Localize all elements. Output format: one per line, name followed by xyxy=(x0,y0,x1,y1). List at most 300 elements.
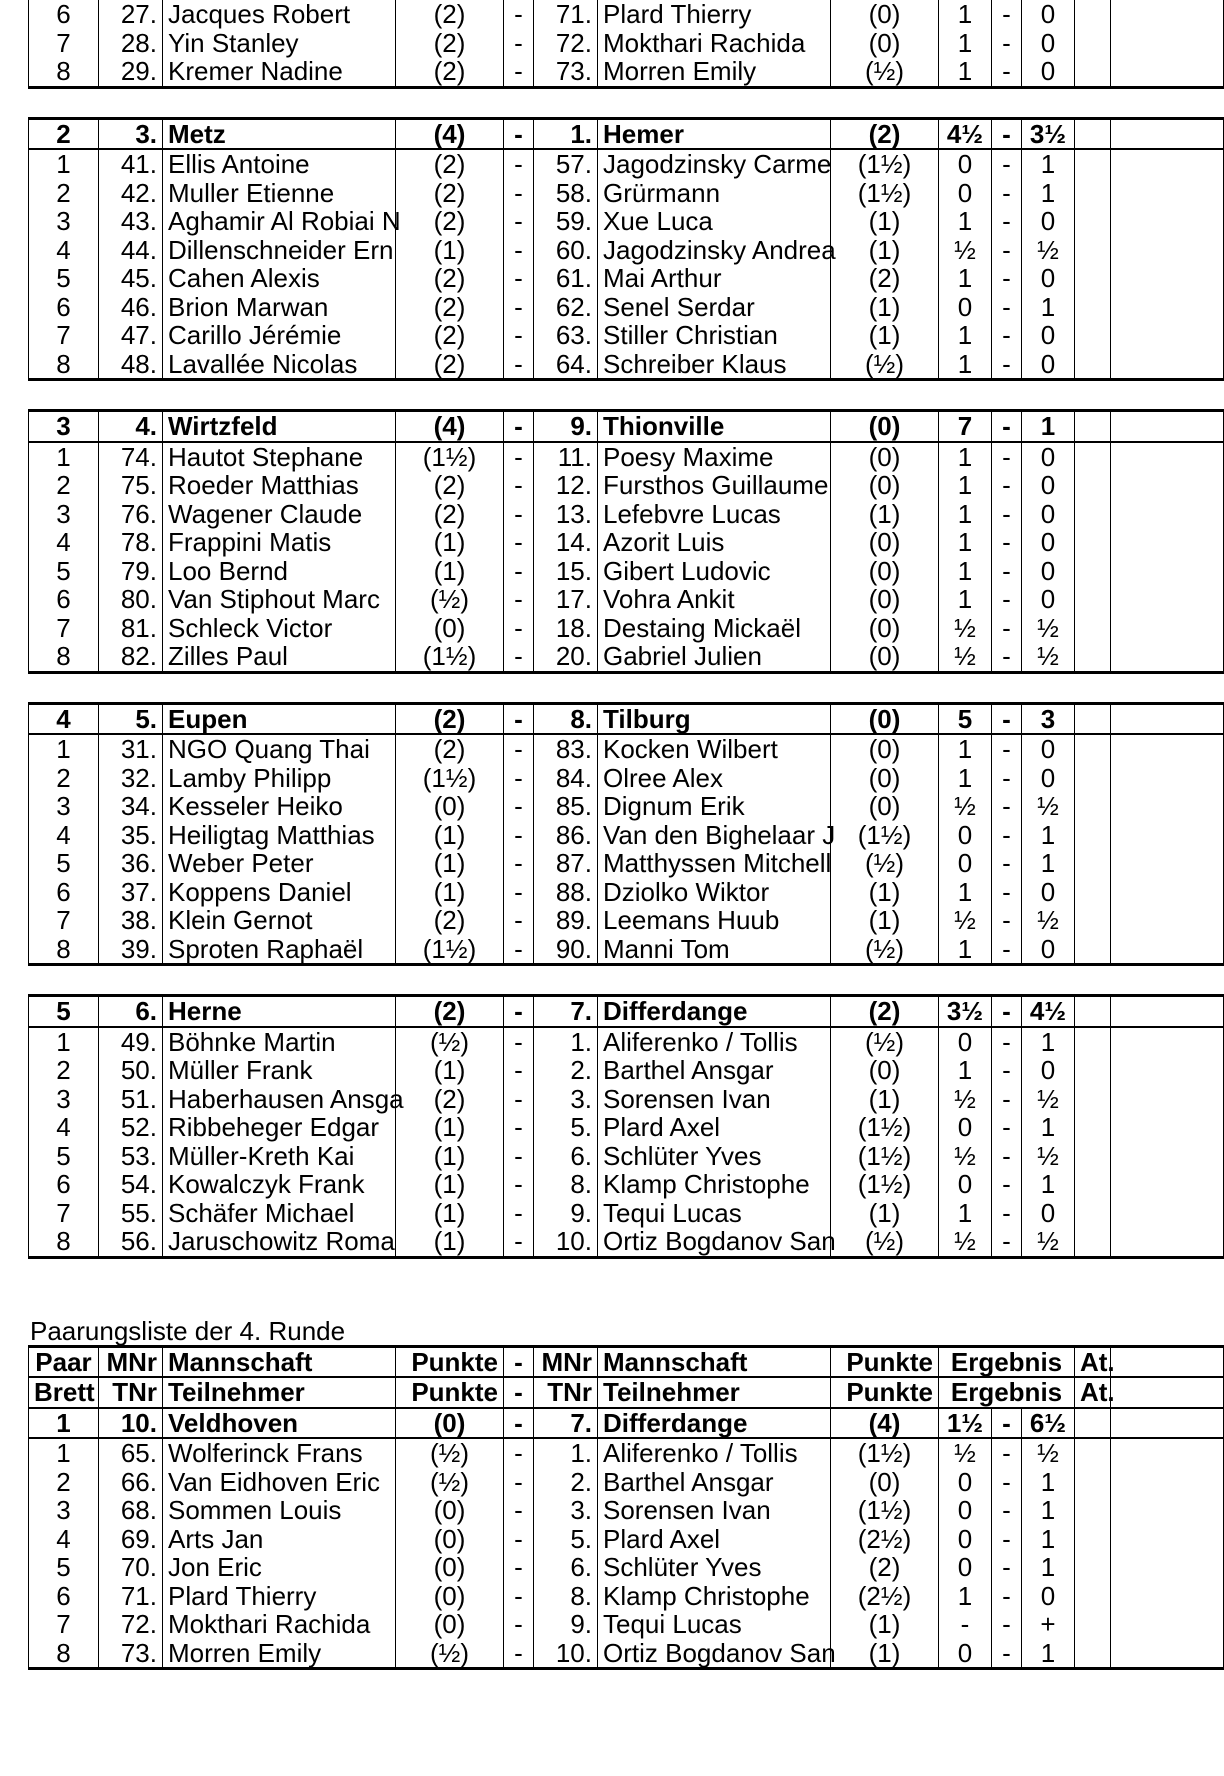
board-row xyxy=(29,764,1224,793)
result-away: 0 xyxy=(1022,764,1075,793)
player-name-home: Müller-Kreth Kai xyxy=(163,1142,396,1171)
spacer xyxy=(0,966,1200,994)
spare-cell xyxy=(1111,614,1224,643)
player-number-away: 87. xyxy=(534,849,598,878)
result-home: 3½ xyxy=(939,996,992,1027)
board-number: 4 xyxy=(29,236,99,265)
separator-dash: - xyxy=(504,1639,534,1669)
pair-number: 4 xyxy=(29,703,99,734)
player-number-away: 3. xyxy=(534,1496,598,1525)
board-row xyxy=(29,29,1224,58)
result-home: 1 xyxy=(939,764,992,793)
player-points-home: (1½) xyxy=(396,935,504,965)
match-header-row xyxy=(29,996,1224,1027)
player-number-home: 50. xyxy=(99,1056,163,1085)
result-away: 1 xyxy=(1022,849,1075,878)
spare-cell xyxy=(1111,1496,1224,1525)
separator-dash: - xyxy=(504,1582,534,1611)
result-dash: - xyxy=(992,149,1022,179)
separator-dash: - xyxy=(504,411,534,442)
board-row xyxy=(29,293,1224,322)
separator-dash: - xyxy=(504,878,534,907)
result-home: 1 xyxy=(939,734,992,764)
player-name-home: Kesseler Heiko xyxy=(163,792,396,821)
col-at: At. xyxy=(1075,1346,1111,1377)
spare-cell xyxy=(1111,1438,1224,1468)
player-points-away: (1) xyxy=(831,1085,939,1114)
spare-cell xyxy=(1111,1113,1224,1142)
player-points-home: (2) xyxy=(396,500,504,529)
player-points-away: (1) xyxy=(831,293,939,322)
separator-dash: - xyxy=(504,500,534,529)
result-dash: - xyxy=(992,179,1022,208)
player-number-home: 80. xyxy=(99,585,163,614)
separator-dash: - xyxy=(504,1496,534,1525)
board-row xyxy=(29,1639,1224,1669)
at-cell xyxy=(1075,1610,1111,1639)
result-dash: - xyxy=(992,1553,1022,1582)
separator-dash: - xyxy=(504,1199,534,1228)
result-home: 1 xyxy=(939,471,992,500)
result-dash: - xyxy=(992,264,1022,293)
result-home: 0 xyxy=(939,293,992,322)
team-name-away: Tilburg xyxy=(598,703,831,734)
player-points-home: (1) xyxy=(396,1170,504,1199)
col-points-home: Punkte xyxy=(396,1346,504,1377)
player-name-home: Mokthari Rachida xyxy=(163,1610,396,1639)
player-name-home: Lavallée Nicolas xyxy=(163,350,396,380)
player-number-away: 12. xyxy=(534,471,598,500)
result-away: 0 xyxy=(1022,935,1075,965)
team-name-away: Differdange xyxy=(598,996,831,1027)
player-number-away: 64. xyxy=(534,350,598,380)
result-away: 0 xyxy=(1022,557,1075,586)
separator-dash: - xyxy=(504,207,534,236)
result-dash: - xyxy=(992,557,1022,586)
player-name-home: Frappini Matis xyxy=(163,528,396,557)
player-name-away: Aliferenko / Tollis xyxy=(598,1027,831,1057)
player-number-away: 58. xyxy=(534,179,598,208)
player-points-away: (½) xyxy=(831,1027,939,1057)
board-row xyxy=(29,1525,1224,1554)
result-dash: - xyxy=(992,1610,1022,1639)
spare-cell xyxy=(1111,1408,1224,1439)
player-points-home: (½) xyxy=(396,1639,504,1669)
board-number: 5 xyxy=(29,557,99,586)
spare-cell xyxy=(1111,1639,1224,1669)
result-dash: - xyxy=(992,0,1022,29)
column-header-row xyxy=(29,1377,1224,1408)
result-dash: - xyxy=(992,1525,1022,1554)
at-cell xyxy=(1075,236,1111,265)
result-dash: - xyxy=(992,1199,1022,1228)
player-number-away: 1. xyxy=(534,1438,598,1468)
player-points-home: (2) xyxy=(396,264,504,293)
separator-dash: - xyxy=(504,935,534,965)
spare-cell xyxy=(1111,293,1224,322)
player-number-away: 10. xyxy=(534,1639,598,1669)
player-points-home: (1) xyxy=(396,878,504,907)
player-points-home: (1) xyxy=(396,849,504,878)
player-number-home: 74. xyxy=(99,442,163,472)
separator-dash: - xyxy=(504,585,534,614)
separator-dash: - xyxy=(504,557,534,586)
separator-dash: - xyxy=(504,1408,534,1439)
at-cell xyxy=(1075,996,1111,1027)
board-number: 5 xyxy=(29,1553,99,1582)
result-home: 0 xyxy=(939,1496,992,1525)
at-cell xyxy=(1075,849,1111,878)
player-points-home: (1½) xyxy=(396,642,504,672)
player-number-away: 1. xyxy=(534,1027,598,1057)
board-number: 2 xyxy=(29,1468,99,1497)
result-home: ½ xyxy=(939,1438,992,1468)
result-away: ½ xyxy=(1022,614,1075,643)
result-home: 0 xyxy=(939,1639,992,1669)
player-name-away: Mai Arthur xyxy=(598,264,831,293)
player-name-away: Stiller Christian xyxy=(598,321,831,350)
player-number-home: 54. xyxy=(99,1170,163,1199)
result-home: 0 xyxy=(939,179,992,208)
at-cell xyxy=(1075,149,1111,179)
player-points-away: (1½) xyxy=(831,1438,939,1468)
result-home: ½ xyxy=(939,1085,992,1114)
spare-cell xyxy=(1111,878,1224,907)
separator-dash: - xyxy=(504,236,534,265)
spare-cell xyxy=(1111,849,1224,878)
board-row xyxy=(29,734,1224,764)
player-number-home: 66. xyxy=(99,1468,163,1497)
board-number: 4 xyxy=(29,1113,99,1142)
player-number-home: 28. xyxy=(99,29,163,58)
player-name-away: Aliferenko / Tollis xyxy=(598,1438,831,1468)
board-number: 5 xyxy=(29,264,99,293)
spare-cell xyxy=(1111,471,1224,500)
col-name-away: Mannschaft xyxy=(598,1346,831,1377)
player-number-away: 60. xyxy=(534,236,598,265)
player-points-away: (1½) xyxy=(831,1496,939,1525)
col-points-away: Punkte xyxy=(831,1346,939,1377)
team-points-home: (4) xyxy=(396,118,504,149)
player-name-home: Muller Etienne xyxy=(163,179,396,208)
at-cell xyxy=(1075,1438,1111,1468)
result-away: 0 xyxy=(1022,528,1075,557)
board-row xyxy=(29,642,1224,672)
at-cell xyxy=(1075,29,1111,58)
result-dash: - xyxy=(992,411,1022,442)
result-away: 1 xyxy=(1022,1496,1075,1525)
result-dash: - xyxy=(992,1085,1022,1114)
board-row xyxy=(29,1199,1224,1228)
board-row xyxy=(29,528,1224,557)
result-dash: - xyxy=(992,118,1022,149)
player-name-away: Olree Alex xyxy=(598,764,831,793)
result-away: 0 xyxy=(1022,264,1075,293)
player-name-home: Cahen Alexis xyxy=(163,264,396,293)
player-points-home: (1) xyxy=(396,1142,504,1171)
player-name-away: Schlüter Yves xyxy=(598,1142,831,1171)
player-name-home: Hautot Stephane xyxy=(163,442,396,472)
at-cell xyxy=(1075,321,1111,350)
board-number: 3 xyxy=(29,207,99,236)
team-number-away: 7. xyxy=(534,996,598,1027)
result-dash: - xyxy=(992,1142,1022,1171)
result-home: 1 xyxy=(939,500,992,529)
separator-dash: - xyxy=(504,0,534,29)
player-points-away: (0) xyxy=(831,764,939,793)
board-row xyxy=(29,1142,1224,1171)
spare-cell xyxy=(1111,1085,1224,1114)
result-dash: - xyxy=(992,321,1022,350)
spare-cell xyxy=(1111,442,1224,472)
player-number-home: 56. xyxy=(99,1227,163,1257)
board-number: 6 xyxy=(29,585,99,614)
board-row xyxy=(29,236,1224,265)
player-points-home: (0) xyxy=(396,1525,504,1554)
board-row xyxy=(29,442,1224,472)
player-name-away: Morren Emily xyxy=(598,57,831,87)
separator-dash: - xyxy=(504,1142,534,1171)
player-points-home: (0) xyxy=(396,1582,504,1611)
board-number: 3 xyxy=(29,500,99,529)
player-name-home: Lamby Philipp xyxy=(163,764,396,793)
player-number-home: 36. xyxy=(99,849,163,878)
spare-cell xyxy=(1111,1227,1224,1257)
player-points-away: (½) xyxy=(831,849,939,878)
result-home: 1 xyxy=(939,29,992,58)
board-row xyxy=(29,821,1224,850)
player-name-home: Brion Marwan xyxy=(163,293,396,322)
board-row xyxy=(29,179,1224,208)
player-name-away: Gabriel Julien xyxy=(598,642,831,672)
at-cell xyxy=(1075,764,1111,793)
player-name-away: Tequi Lucas xyxy=(598,1610,831,1639)
at-cell xyxy=(1075,179,1111,208)
result-away: 1 xyxy=(1022,1027,1075,1057)
result-dash: - xyxy=(992,792,1022,821)
result-dash: - xyxy=(992,1496,1022,1525)
result-dash: - xyxy=(992,935,1022,965)
player-number-away: 8. xyxy=(534,1582,598,1611)
player-points-away: (0) xyxy=(831,442,939,472)
board-number: 2 xyxy=(29,1056,99,1085)
player-name-away: Destaing Mickaël xyxy=(598,614,831,643)
player-points-home: (½) xyxy=(396,1027,504,1057)
board-row xyxy=(29,849,1224,878)
separator-dash: - xyxy=(504,703,534,734)
col-at: At. xyxy=(1075,1377,1111,1408)
at-cell xyxy=(1075,703,1111,734)
col-number-home: MNr xyxy=(99,1346,163,1377)
board-number: 8 xyxy=(29,1227,99,1257)
result-dash: - xyxy=(992,878,1022,907)
at-cell xyxy=(1075,1085,1111,1114)
player-points-away: (1) xyxy=(831,1199,939,1228)
player-name-home: Jacques Robert xyxy=(163,0,396,29)
team-name-away: Differdange xyxy=(598,1408,831,1439)
board-row xyxy=(29,557,1224,586)
result-dash: - xyxy=(992,29,1022,58)
player-number-home: 55. xyxy=(99,1199,163,1228)
player-name-home: Schleck Victor xyxy=(163,614,396,643)
result-away: 4½ xyxy=(1022,996,1075,1027)
player-name-home: Wolferinck Frans xyxy=(163,1438,396,1468)
player-number-away: 6. xyxy=(534,1142,598,1171)
result-dash: - xyxy=(992,207,1022,236)
spare-cell xyxy=(1111,906,1224,935)
result-home: ½ xyxy=(939,642,992,672)
result-home: 1 xyxy=(939,207,992,236)
player-number-away: 9. xyxy=(534,1199,598,1228)
team-name-away: Hemer xyxy=(598,118,831,149)
board-number: 4 xyxy=(29,821,99,850)
player-name-away: Barthel Ansgar xyxy=(598,1056,831,1085)
team-number-home: 4. xyxy=(99,411,163,442)
board-number: 2 xyxy=(29,764,99,793)
player-points-home: (2) xyxy=(396,179,504,208)
player-number-home: 41. xyxy=(99,149,163,179)
player-name-home: Aghamir Al Robiai N xyxy=(163,207,396,236)
team-number-home: 3. xyxy=(99,118,163,149)
spare-cell xyxy=(1111,264,1224,293)
spare-cell xyxy=(1111,321,1224,350)
board-number: 1 xyxy=(29,1027,99,1057)
board-number: 8 xyxy=(29,935,99,965)
result-home: 1 xyxy=(939,350,992,380)
board-row xyxy=(29,1468,1224,1497)
player-name-away: Gibert Ludovic xyxy=(598,557,831,586)
result-dash: - xyxy=(992,1639,1022,1669)
player-number-away: 2. xyxy=(534,1468,598,1497)
result-home: 0 xyxy=(939,1027,992,1057)
separator-dash: - xyxy=(504,179,534,208)
spacer xyxy=(0,674,1200,702)
player-name-away: Lefebvre Lucas xyxy=(598,500,831,529)
result-away: ½ xyxy=(1022,642,1075,672)
player-name-home: Klein Gernot xyxy=(163,906,396,935)
result-home: 4½ xyxy=(939,118,992,149)
team-points-away: (2) xyxy=(831,118,939,149)
team-number-away: 7. xyxy=(534,1408,598,1439)
spare-cell xyxy=(1111,350,1224,380)
player-number-away: 86. xyxy=(534,821,598,850)
at-cell xyxy=(1075,1525,1111,1554)
player-name-home: Böhnke Martin xyxy=(163,1027,396,1057)
board-row xyxy=(29,1496,1224,1525)
col-pair: Paar xyxy=(29,1346,99,1377)
player-points-away: (½) xyxy=(831,350,939,380)
board-number: 3 xyxy=(29,1496,99,1525)
result-away: ½ xyxy=(1022,906,1075,935)
player-name-home: Yin Stanley xyxy=(163,29,396,58)
spare-cell xyxy=(1111,585,1224,614)
player-number-away: 14. xyxy=(534,528,598,557)
at-cell xyxy=(1075,471,1111,500)
player-points-away: (0) xyxy=(831,1056,939,1085)
player-points-away: (1½) xyxy=(831,1142,939,1171)
team-points-home: (2) xyxy=(396,703,504,734)
result-dash: - xyxy=(992,734,1022,764)
player-number-away: 59. xyxy=(534,207,598,236)
player-number-away: 10. xyxy=(534,1227,598,1257)
player-number-home: 82. xyxy=(99,642,163,672)
player-number-away: 17. xyxy=(534,585,598,614)
board-row xyxy=(29,614,1224,643)
board-number: 1 xyxy=(29,442,99,472)
separator-dash: - xyxy=(504,350,534,380)
player-number-away: 89. xyxy=(534,906,598,935)
result-dash: - xyxy=(992,614,1022,643)
separator-dash: - xyxy=(504,321,534,350)
player-name-away: Sorensen Ivan xyxy=(598,1085,831,1114)
spare-cell xyxy=(1111,792,1224,821)
spare-cell xyxy=(1111,207,1224,236)
player-number-home: 27. xyxy=(99,0,163,29)
board-number: 4 xyxy=(29,1525,99,1554)
at-cell xyxy=(1075,1113,1111,1142)
result-dash: - xyxy=(992,57,1022,87)
player-number-away: 3. xyxy=(534,1085,598,1114)
player-points-away: (1) xyxy=(831,1610,939,1639)
separator-dash: - xyxy=(504,1227,534,1257)
player-name-home: Wagener Claude xyxy=(163,500,396,529)
player-points-home: (1½) xyxy=(396,442,504,472)
player-points-away: (0) xyxy=(831,642,939,672)
team-number-away: 8. xyxy=(534,703,598,734)
separator-dash: - xyxy=(504,1027,534,1057)
player-points-home: (2) xyxy=(396,734,504,764)
player-points-away: (1) xyxy=(831,1639,939,1669)
spare-cell xyxy=(1111,1199,1224,1228)
player-number-away: 63. xyxy=(534,321,598,350)
board-row xyxy=(29,1027,1224,1057)
separator-dash: - xyxy=(504,764,534,793)
player-name-home: Van Stiphout Marc xyxy=(163,585,396,614)
result-away: 0 xyxy=(1022,57,1075,87)
board-row xyxy=(29,1227,1224,1257)
at-cell xyxy=(1075,642,1111,672)
result-away: 1 xyxy=(1022,1468,1075,1497)
board-row xyxy=(29,792,1224,821)
player-number-away: 11. xyxy=(534,442,598,472)
player-points-home: (1) xyxy=(396,1199,504,1228)
player-name-away: Plard Thierry xyxy=(598,0,831,29)
result-dash: - xyxy=(992,236,1022,265)
result-away: 1 xyxy=(1022,1639,1075,1669)
result-dash: - xyxy=(992,1438,1022,1468)
result-away: 0 xyxy=(1022,500,1075,529)
player-number-away: 8. xyxy=(534,1170,598,1199)
separator-dash: - xyxy=(504,1553,534,1582)
player-points-home: (1) xyxy=(396,1227,504,1257)
player-number-away: 71. xyxy=(534,0,598,29)
player-number-home: 32. xyxy=(99,764,163,793)
player-name-away: Schlüter Yves xyxy=(598,1553,831,1582)
spare-cell xyxy=(1111,764,1224,793)
separator-dash: - xyxy=(504,1085,534,1114)
col-number-away: MNr xyxy=(534,1346,598,1377)
player-number-home: 38. xyxy=(99,906,163,935)
player-name-home: Jaruschowitz Roma xyxy=(163,1227,396,1257)
board-row xyxy=(29,0,1224,29)
team-points-away: (0) xyxy=(831,411,939,442)
player-points-away: (0) xyxy=(831,585,939,614)
col-name-away: Teilnehmer xyxy=(598,1377,831,1408)
player-name-home: Dillenschneider Ern xyxy=(163,236,396,265)
col-result: Ergebnis xyxy=(939,1346,1075,1377)
board-number: 1 xyxy=(29,1438,99,1468)
result-home: - xyxy=(939,1610,992,1639)
